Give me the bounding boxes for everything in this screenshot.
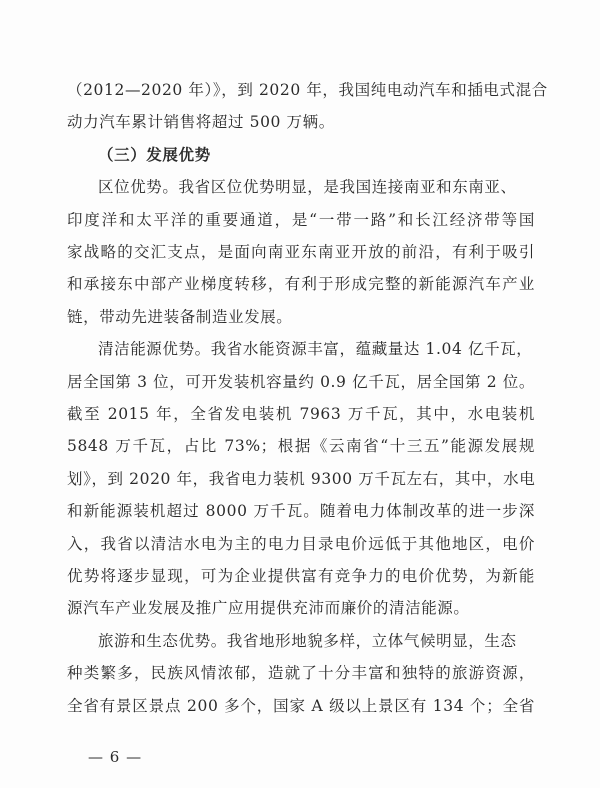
paragraph-line: 清洁能源优势。我省水能资源丰富，蕴藏量达 1.04 亿千瓦， — [98, 340, 533, 359]
paragraph-line: 截至 2015 年，全省发电装机 7963 万千瓦，其中，水电装机 — [67, 405, 535, 423]
paragraph-line: 旅游和生态优势。我省地形地貌多样，立体气候明显，生态 — [98, 631, 517, 650]
paragraph-line: 和承接东中部产业梯度转移，有利于形成完整的新能源汽车产业 — [67, 275, 535, 294]
paragraph-line: 源汽车产业发展及推广应用提供充沛而廉价的清洁能源。 — [67, 599, 470, 618]
paragraph-line: 印度洋和太平洋的重要通道，是“一带一路”和长江经济带等国 — [67, 210, 535, 229]
paragraph-line: 全省有景区景点 200 多个，国家 A 级以上景区有 134 个；全省 — [67, 696, 535, 715]
section-heading: （三）发展优势 — [98, 144, 211, 164]
paragraph-line: 优势将逐步显现，可为企业提供富有竞争力的电价优势，为新能 — [67, 567, 535, 585]
paragraph-line: 5848 万千瓦，占比 73%；根据《云南省“十三五”能源发展规 — [67, 437, 535, 456]
paragraph-line: 和新能源装机超过 8000 万千瓦。随着电力体制改革的进一步深 — [67, 502, 535, 521]
paragraph-line: 居全国第 3 位，可开发装机容量约 0.9 亿千瓦，居全国第 2 位。 — [67, 372, 535, 391]
paragraph-line: 区位优势。我省区位优势明显，是我国连接南亚和东南亚、 — [98, 178, 517, 197]
paragraph-line: 家战略的交汇支点，是面向南亚东南亚开放的前沿，有利于吸引 — [67, 243, 535, 261]
page-number: — 6 — — [88, 748, 143, 766]
paragraph-line: 链，带动先进装备制造业发展。 — [67, 307, 293, 326]
paragraph-line: 入，我省以清洁水电为主的电力目录电价远低于其他地区，电价 — [67, 534, 535, 553]
paragraph-line: （2012—2020 年）》，到 2020 年，我国纯电动汽车和插电式混合 — [67, 81, 548, 99]
paragraph-line: 动力汽车累计销售将超过 500 万辆。 — [67, 113, 335, 132]
paragraph-line: 划》，到 2020 年，我省电力装机 9300 万千瓦左右，其中，水电 — [67, 469, 536, 488]
paragraph-line: 种类繁多，民族风情浓郁，造就了十分丰富和独特的旅游资源， — [67, 664, 535, 683]
